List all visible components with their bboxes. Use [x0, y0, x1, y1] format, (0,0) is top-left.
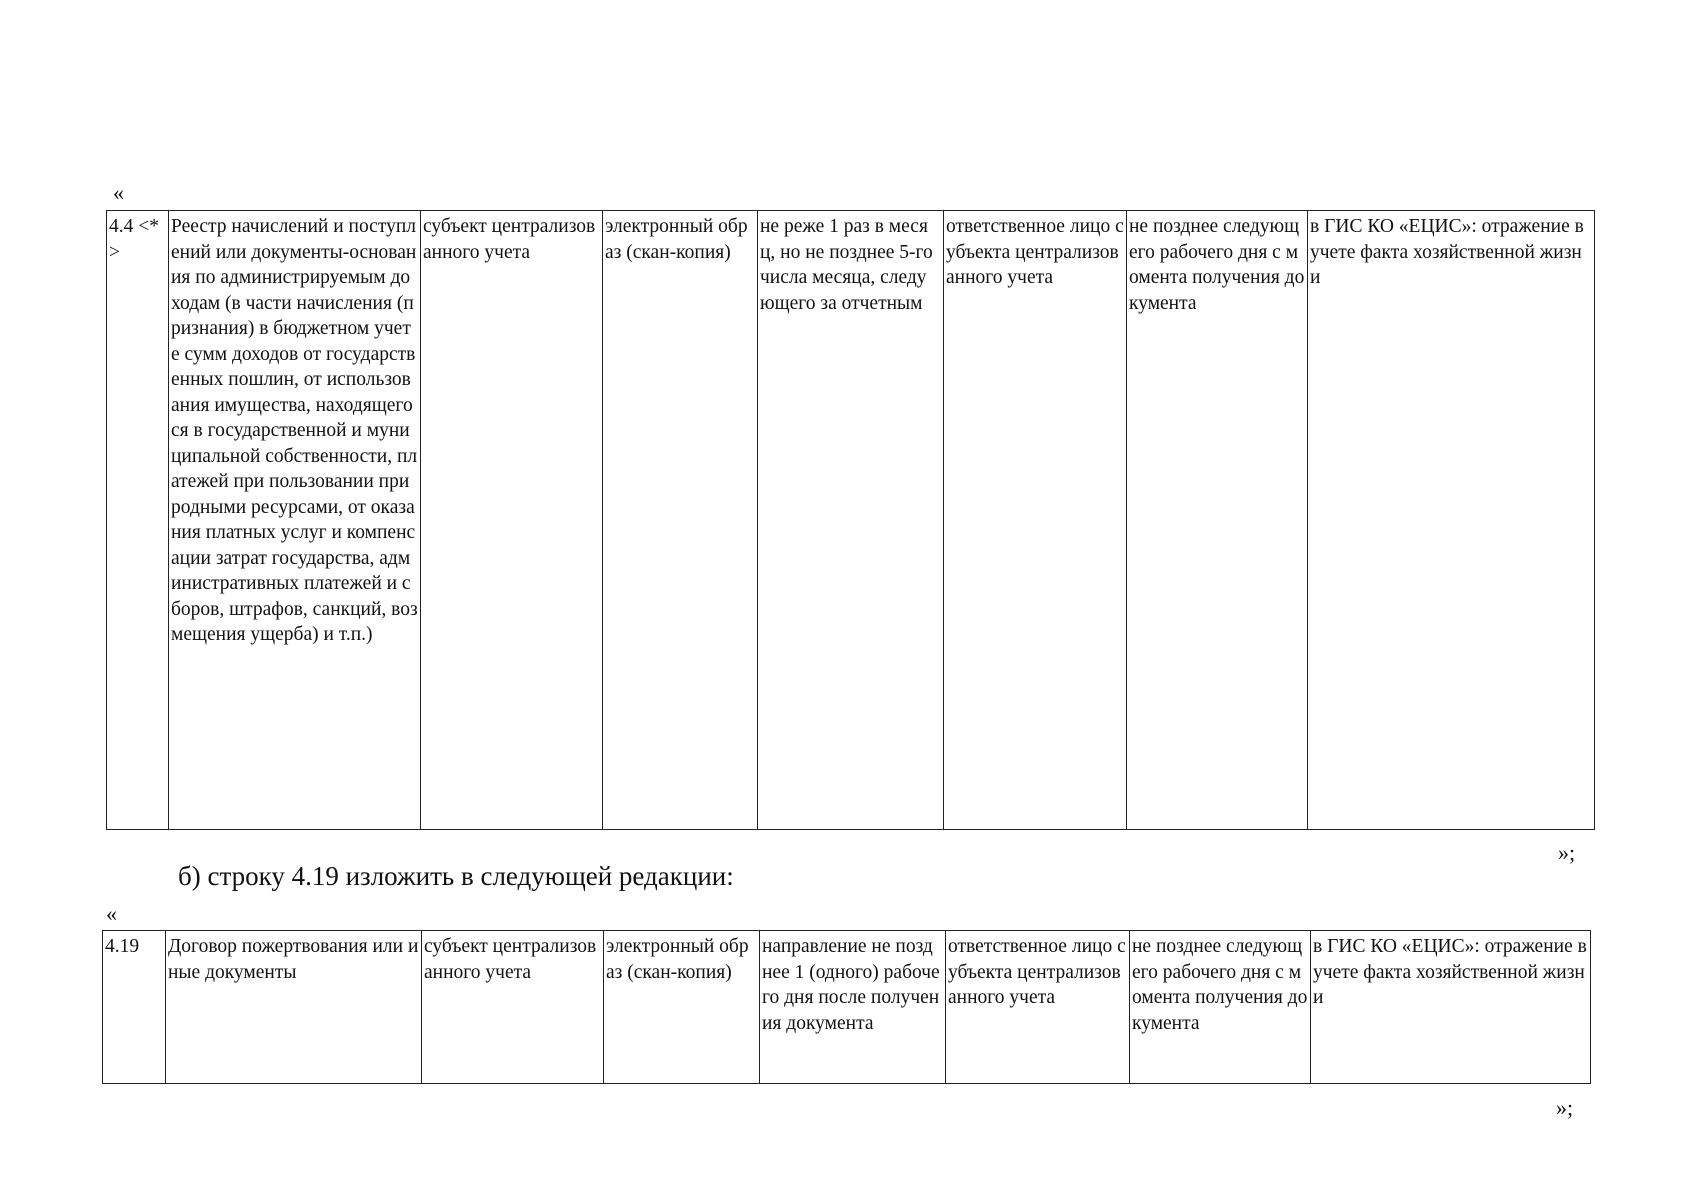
- document-creator-cell: субъект централизованного учета: [422, 931, 604, 1084]
- document-form-cell: электронный образ (скан-копия): [604, 931, 760, 1084]
- section-heading: б) строку 4.19 изложить в следующей редакции:: [178, 861, 734, 891]
- row-number-cell: 4.19: [103, 931, 166, 1084]
- destination-cell: в ГИС КО «ЕЦИС»: отражение в учете факта хозяйственной жизни: [1311, 931, 1591, 1084]
- acceptance-cell: не позднее следующего рабочего дня с момента получения документа: [1130, 931, 1311, 1084]
- document-name-cell: Реестр начислений и поступлений или документы-основания по администрируемым доходам (в части начисления (признания) в бюджетном учете сумм доходов от государственных пошлин, от использования имущества, находящегося в государственной и муниципальной собственности, платежей при пользовании природными ресурсами, от оказания платных услуг и компенсации затрат государства, административных платежей и сборов, штрафов, санкций, возмещения ущерба) и т.п.): [169, 211, 421, 830]
- row-number-cell: 4.4 <*>: [107, 211, 169, 830]
- destination-cell: в ГИС КО «ЕЦИС»: отражение в учете факта хозяйственной жизни: [1308, 211, 1595, 830]
- responsible-cell: ответственное лицо субъекта централизованного учета: [946, 931, 1130, 1084]
- close-quote-1: »;: [1558, 840, 1576, 865]
- responsible-cell: ответственное лицо субъекта централизованного учета: [944, 211, 1127, 830]
- open-quote-1: «: [113, 180, 124, 205]
- document-form-cell: электронный образ (скан-копия): [603, 211, 758, 830]
- table-row-4-4: [106, 210, 1595, 830]
- table-row: [107, 211, 1595, 830]
- table-row: [103, 931, 1591, 1084]
- open-quote-2: «: [106, 901, 117, 926]
- table-row-4-19: [102, 930, 1591, 1084]
- document-name-cell: Договор пожертвования или иные документы: [166, 931, 422, 1084]
- acceptance-cell: не позднее следующего рабочего дня с момента получения документа: [1127, 211, 1308, 830]
- close-quote-2: »;: [1556, 1095, 1574, 1120]
- deadline-cell: направление не позднее 1 (одного) рабочего дня после получения документа: [760, 931, 946, 1084]
- deadline-cell: не реже 1 раз в месяц, но не позднее 5-го числа месяца, следующего за отчетным: [758, 211, 944, 830]
- document-creator-cell: субъект централизованного учета: [421, 211, 603, 830]
